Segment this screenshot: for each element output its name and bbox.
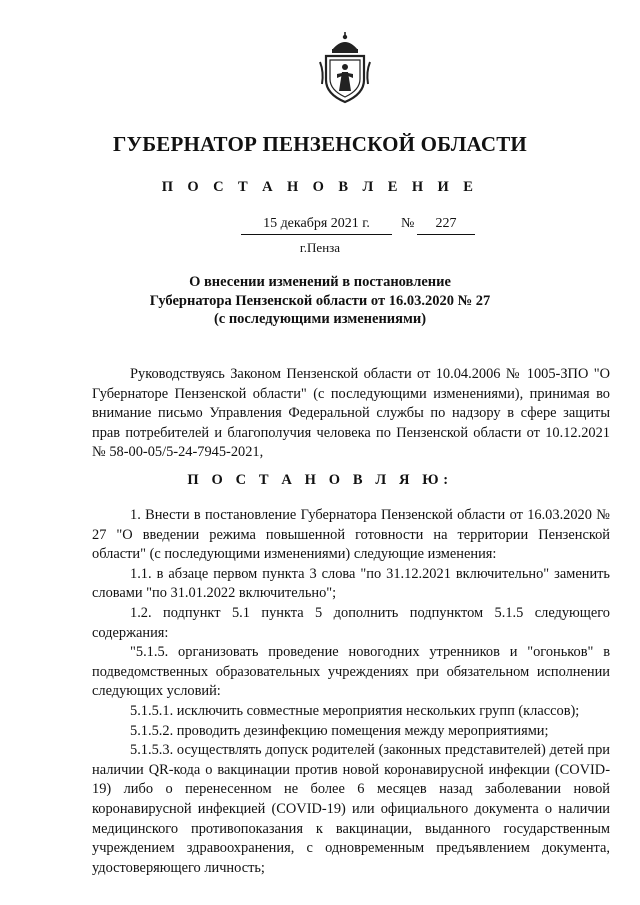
document-date: 15 декабря 2021 г. (241, 216, 392, 235)
penza-coat-of-arms-icon (318, 32, 372, 104)
number-sign: № (401, 216, 415, 231)
document-title (0, 273, 640, 329)
issuing-authority: ГУБЕРНАТОР ПЕНЗЕНСКОЙ ОБЛАСТИ (113, 132, 527, 156)
date-number-line (0, 216, 640, 236)
document-number: 227 (417, 216, 475, 235)
body-paragraph: 5.1.5.2. проводить дезинфекцию помещения между мероприятиями; (130, 722, 549, 739)
body-paragraph: "5.1.5. организовать проведение новогодних утренников и "огоньков" в подведомственных образовательных учреждениях при обязательном исполнении следующих условий: (92, 644, 610, 700)
issue-city: г.Пенза (299, 240, 341, 255)
decree-heading: П О С Т А Н О В Л Я Ю: (187, 472, 453, 488)
preamble-text: Руководствуясь Законом Пензенской области от 10.04.2006 № 1005-ЗПО "О Губернаторе Пензенской области" (с последующими изменениями), принимая во внимание письмо Управления Федеральной службы по надзору в сфере защиты прав потребителей и благополучия человека по Пензенской области от 10.12.2021 № 58-00-05/5-24-7945-2021, (92, 366, 610, 461)
title-line-1: О внесении изменений в постановление (189, 274, 451, 290)
document-type: П О С Т А Н О В Л Е Н И Е (161, 179, 479, 195)
body-paragraph: 5.1.5.3. осуществлять допуск родителей (законных представителей) детей при наличии QR-кода о вакцинации против новой коронавирусной инфекции (COVID-19) либо о перенесенном не более 6 месяцев назад заболевании новой коронавирусной инфекцией (COVID-19) или официального документа о наличии медицинского противопоказания к вакцинации, выданного государственным учреждением здравоохранения, с одновременным предъявлением документа, удостоверяющего личность; (92, 742, 610, 876)
preamble (92, 365, 610, 463)
body-paragraph: 1.1. в абзаце первом пункта 3 слова "по 31.12.2021 включительно" заменить словами "по 31.01.2022 включительно"; (92, 565, 610, 602)
body-paragraph: 1. Внести в постановление Губернатора Пензенской области от 16.03.2020 № 27 "О введении режима повышенной готовности на территории Пензенской области" (с последующими изменениями) следующие изменения: (92, 507, 610, 563)
body-paragraph: 1.2. подпункт 5.1 пункта 5 дополнить подпунктом 5.1.5 следующего содержания: (92, 604, 610, 641)
decree-body (92, 506, 610, 878)
title-line-2: Губернатора Пензенской области от 16.03.2020 № 27 (149, 292, 491, 309)
title-line-3: (с последующими изменениями) (213, 311, 427, 327)
body-paragraph: 5.1.5.1. исключить совместные мероприятия нескольких групп (классов); (130, 702, 580, 719)
